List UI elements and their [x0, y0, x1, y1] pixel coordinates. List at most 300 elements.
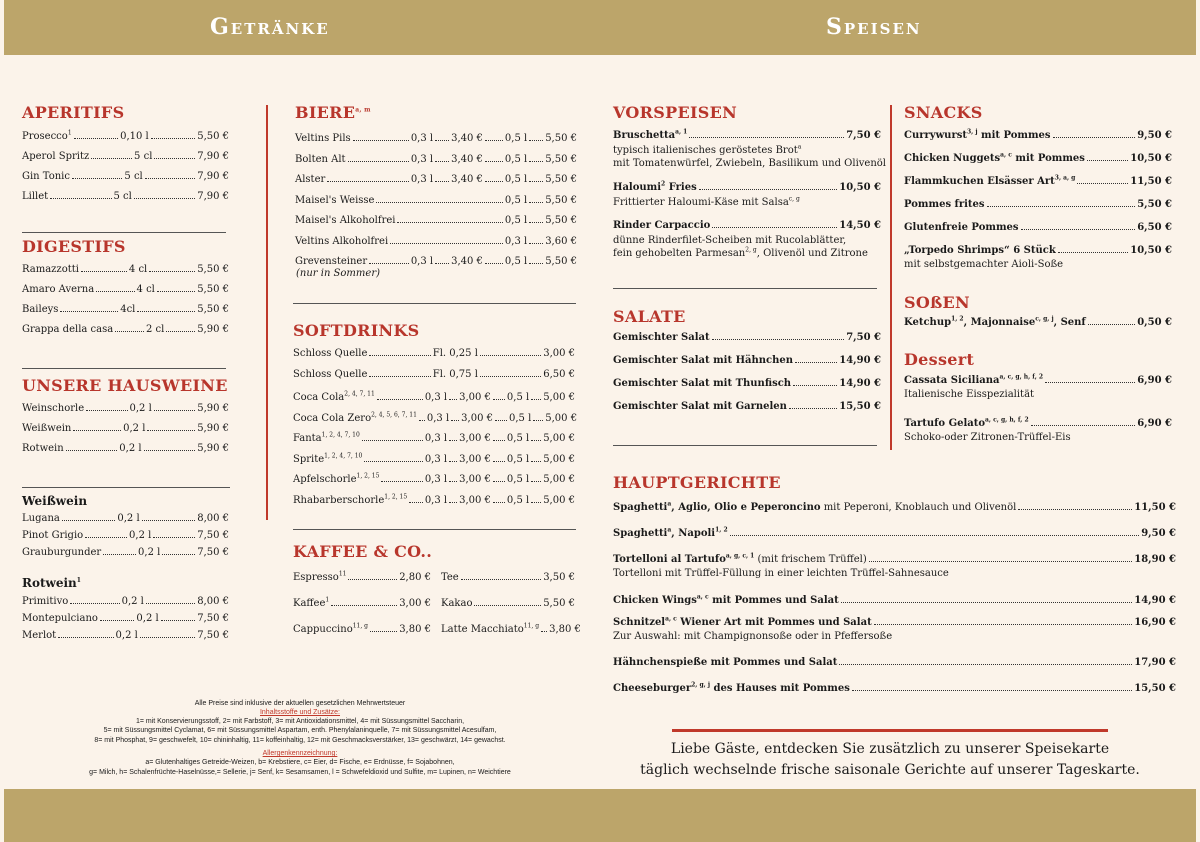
superscript: 2, 4, 5, 6, 7, 11	[371, 411, 417, 419]
dot-leader	[987, 206, 1136, 207]
item-name: Coca Cola$^{2, 4, 7, 11}$	[293, 390, 375, 403]
softdrink-row	[293, 495, 575, 506]
item-name: Schloss Quelle	[293, 369, 368, 380]
snack-row	[904, 222, 1172, 233]
item-amount: 4 cl	[128, 264, 148, 275]
item-price: 3,80 €	[549, 624, 581, 635]
item-name: Maisel's Alkoholfrei	[295, 215, 396, 226]
footnote-line: Inhaltsstoffe und Zusätze:	[259, 709, 341, 716]
section-snacks: SNACKS	[904, 103, 983, 122]
dot-leader	[369, 263, 409, 264]
item-name: Prosecco$^1$	[22, 129, 72, 142]
dot-leader	[369, 355, 430, 356]
dot-leader	[485, 140, 503, 141]
item-price: 11,50 €	[1130, 176, 1172, 187]
item-price: 5,00 €	[543, 474, 575, 485]
item-amount: 0,3 l	[504, 235, 528, 247]
superscript: 2, g, j	[691, 681, 711, 689]
rule	[22, 368, 226, 369]
dessert-row	[904, 418, 1172, 429]
superscript: 1, 2	[715, 526, 728, 534]
coffee-row	[293, 624, 431, 635]
item-price: 5,50 €	[197, 264, 229, 275]
item-name: Bruschetta$^{a, 1}$	[613, 128, 688, 141]
dot-leader	[70, 603, 119, 604]
item-amount: 0,5 l	[506, 392, 530, 403]
item-name: Rinder Carpaccio	[613, 220, 711, 231]
coffee-row	[441, 622, 581, 635]
dot-leader	[841, 602, 1132, 603]
item-price: 5,00 €	[543, 392, 575, 403]
dot-leader	[142, 520, 196, 521]
coffee-row	[293, 572, 431, 583]
dot-leader	[449, 481, 457, 482]
main-dish-row	[613, 617, 1176, 628]
item-name: Schloss Quelle	[293, 348, 368, 359]
item-price: 16,90 €	[1134, 617, 1176, 628]
dot-leader	[144, 450, 196, 451]
item-price: 2,80 €	[399, 572, 431, 583]
item-price: 3,00 €	[459, 433, 491, 444]
item-name: Grappa della casa	[22, 324, 114, 335]
item-name-bold: Spaghetti$^a$, Aglio, Olio e Peperoncino	[613, 500, 821, 513]
item-amount: Fl. 0,75 l	[432, 369, 478, 380]
dot-leader	[839, 664, 1132, 665]
item-name: Fanta$^{1, 2, 4, 7, 10}$	[293, 431, 360, 444]
item-amount: 0,5 l	[504, 153, 528, 165]
dot-leader	[712, 227, 837, 228]
menu-row	[22, 530, 229, 541]
item-price: 7,50 €	[197, 547, 229, 558]
dot-leader	[145, 178, 195, 179]
salad-row	[613, 332, 881, 343]
dot-leader	[493, 440, 505, 441]
item-name-bold: Schnitzel$^{a, c}$ Wiener Art mit Pommes und Salat	[613, 615, 872, 628]
dot-leader	[529, 202, 543, 203]
superscript: 1	[67, 129, 72, 137]
item-price: 5,50 €	[197, 284, 229, 295]
snack-row	[904, 245, 1172, 256]
dot-leader	[493, 502, 505, 503]
dot-leader	[362, 440, 423, 441]
dot-leader	[154, 410, 195, 411]
dot-leader	[348, 579, 397, 580]
rule	[293, 529, 576, 530]
item-price: 3,00 €	[459, 392, 491, 403]
item-name: Spaghetti$^a$, Aglio, Olio e Peperoncino mit Peperoni, Knoblauch und Olivenöl	[613, 500, 1017, 513]
dot-leader	[85, 537, 127, 538]
item-price: 5,50 €	[545, 194, 577, 206]
item-name: Apfelschorle$^{1, 2, 15}$	[293, 472, 380, 485]
item-name: Grauburgunder	[22, 547, 102, 558]
item-price: 14,90 €	[839, 355, 881, 366]
item-price: 5,90 €	[197, 403, 230, 414]
dot-leader	[62, 520, 116, 521]
superscript: 11, g	[352, 622, 369, 630]
item-name: Espresso$^{11}$	[293, 570, 347, 583]
dot-leader	[435, 181, 449, 182]
menu-row	[293, 348, 575, 359]
item-name: Gemischter Salat	[613, 332, 710, 343]
item-name-bold: Cheeseburger$^{2, g, j}$ des Hauses mit Pommes	[613, 681, 850, 694]
dot-leader	[161, 620, 196, 621]
dot-leader	[529, 263, 543, 264]
dot-leader	[531, 399, 541, 400]
dot-leader	[533, 420, 543, 421]
item-name	[613, 657, 837, 668]
divider-left	[266, 105, 268, 520]
superscript: 1, 2, 15	[356, 472, 380, 480]
dish-description: dünne Rinderfilet-Scheiben mit Rucolablätter,	[613, 235, 847, 246]
item-name: Veltins Alkoholfrei	[295, 235, 389, 247]
dot-leader	[529, 181, 543, 182]
superscript: 3, j	[966, 128, 978, 136]
dot-leader	[485, 181, 503, 182]
item-price: 7,50 €	[197, 530, 230, 541]
item-price: 14,90 €	[1134, 595, 1176, 606]
item-amount: 0,5 l	[504, 215, 528, 226]
dot-leader	[81, 271, 127, 272]
item-name: Cassata Siciliana$^{a, c, g, h, f, 2}$	[904, 373, 1044, 386]
item-price: 10,50 €	[1130, 153, 1172, 164]
superscript: a	[667, 500, 672, 508]
footnote-line: 5= mit Süssungsmittel Cyclamat, 6= mit Süssungsmittel Aspartam, enth. Phenylalaninquelle, 7= mit Süssungsmittel Acesulfam,	[103, 727, 497, 734]
superscript: a, c	[665, 615, 677, 623]
item-price: 5,50 €	[545, 153, 577, 165]
salad-row	[613, 378, 881, 389]
item-amount: 0,5 l	[504, 256, 528, 267]
dessert-description: Schoko-oder Zitronen-Trüffel-Eis	[904, 432, 1071, 443]
item-amount: 0,2 l	[138, 547, 161, 558]
rule	[22, 487, 230, 488]
item-price: 7,50 €	[846, 332, 881, 343]
sauce-row	[904, 317, 1172, 328]
dot-leader	[529, 161, 543, 162]
superscript: c, g, j	[1035, 315, 1054, 323]
superscript: a, m	[355, 106, 371, 114]
banner-line-2: täglich wechselnde frische saisonale Gerichte auf unserer Tageskarte.	[640, 762, 1140, 778]
dot-leader	[397, 222, 502, 223]
dot-leader	[331, 605, 397, 606]
dot-leader	[73, 430, 121, 431]
dot-leader	[146, 603, 195, 604]
divider-right	[890, 105, 892, 450]
bottom-band	[4, 789, 1196, 842]
dot-leader	[529, 222, 543, 223]
item-amount: 0,3 l	[426, 412, 450, 424]
dot-leader	[485, 161, 503, 162]
dot-leader	[793, 385, 837, 386]
item-amount: 0,2 l	[129, 530, 152, 541]
item-amount: 2 cl	[146, 324, 165, 335]
item-price: 5,50 €	[197, 131, 230, 142]
item-price: 6,90 €	[1137, 418, 1172, 429]
item-name: Glutenfreie Pommes	[904, 222, 1019, 233]
header-getraenke: Getränke	[210, 14, 330, 40]
dessert-row	[904, 375, 1172, 386]
item-name: Primitivo	[22, 596, 69, 607]
beer-row	[295, 195, 577, 206]
item-name: Gemischter Salat mit Garnelen	[613, 401, 787, 412]
section-digestifs: DIGESTIFS	[22, 237, 126, 256]
snack-row	[904, 130, 1172, 141]
coffee-row	[293, 598, 431, 609]
item-name: Pommes frites	[904, 199, 985, 210]
item-price: 9,50 €	[1137, 130, 1172, 141]
item-name	[613, 617, 872, 628]
snack-description: mit selbstgemachter Aioli-Soße	[904, 259, 1064, 270]
item-name: Aperol Spritz	[22, 151, 90, 162]
superscript: a, c, g, h, f, 2	[985, 416, 1029, 424]
item-amount: 0,3 l	[410, 256, 434, 267]
item-price: 6,90 €	[1137, 375, 1172, 386]
rule	[613, 288, 877, 289]
item-price: 3,60 €	[545, 235, 577, 247]
section-softdrinks: SOFTDRINKS	[293, 321, 420, 340]
dot-leader	[72, 178, 122, 179]
item-name	[613, 528, 728, 539]
item-name-bold: Spaghetti$^a$, Napoli$^{1, 2}$	[613, 526, 728, 539]
dish-description: Tortelloni mit Trüffel-Füllung in einer leichten Trüffel-Sahnesauce	[613, 568, 949, 579]
item-price: 7,50 €	[846, 130, 881, 141]
item-name: Pinot Grigio	[22, 530, 84, 541]
salad-row	[613, 355, 881, 366]
menu-row	[22, 171, 229, 182]
dot-leader	[1077, 183, 1128, 184]
item-amount: 0,2 l	[123, 423, 146, 434]
dot-leader	[531, 440, 541, 441]
item-price: 15,50 €	[839, 401, 881, 412]
item-price: 3,40 €	[451, 153, 483, 165]
dot-leader	[140, 637, 195, 638]
dot-leader	[449, 399, 457, 400]
dot-leader	[60, 311, 118, 312]
dot-leader	[480, 376, 541, 377]
item-price: 3,00 €	[459, 474, 491, 485]
item-amount: 0,5 l	[504, 194, 528, 206]
item-price: 7,90 €	[197, 191, 230, 202]
banner-rule	[672, 729, 1108, 732]
item-amount: 0,3 l	[424, 392, 448, 403]
footnote-line: 1= mit Konservierungsstoff, 2= mit Farbstoff, 3= mit Antioxidationsmittel, 4= mit Süssungsmittel Saccharin,	[135, 718, 465, 725]
item-price: 5,50 €	[545, 215, 577, 226]
dish-description: typisch italienisches geröstetes Brot$^a$	[613, 143, 802, 156]
item-price: 5,50 €	[545, 133, 577, 144]
item-price: 3,40 €	[451, 256, 483, 267]
item-price: 5,50 €	[545, 174, 577, 185]
dot-leader	[327, 181, 409, 182]
menu-row	[22, 613, 229, 624]
superscript: 1	[325, 596, 330, 604]
item-price: 5,90 €	[197, 443, 229, 454]
item-name: Tortelloni al Tartufo$^{a, g, c, 1}$ (mit frischem Trüffel)	[613, 552, 867, 565]
item-amount: 5 cl	[113, 191, 132, 202]
item-price: 15,50 €	[1134, 683, 1176, 694]
dot-leader	[1088, 324, 1135, 325]
item-price: 5,00 €	[545, 412, 578, 424]
beer-row	[295, 154, 577, 165]
dot-leader	[1087, 160, 1128, 161]
dot-leader	[474, 605, 541, 606]
item-name-bold: Chicken Wings$^{a, c}$ mit Pommes und Salat	[613, 593, 839, 606]
item-name: Weißwein	[22, 423, 72, 434]
dish-row	[613, 182, 881, 193]
dot-leader	[461, 579, 541, 580]
item-name: Merlot	[22, 630, 57, 641]
item-amount: 0,2 l	[119, 443, 142, 454]
menu-row	[22, 443, 229, 454]
dot-leader	[712, 339, 845, 340]
section-rotwein: Rotwein$^1$	[22, 576, 81, 590]
menu-row	[22, 131, 229, 142]
dot-leader	[100, 620, 135, 621]
item-price: 3,00 €	[459, 453, 491, 465]
item-price: 0,50 €	[1137, 317, 1172, 328]
header-speisen: Speisen	[826, 14, 922, 40]
main-dish-row	[613, 683, 1176, 694]
dot-leader	[449, 502, 457, 503]
item-name	[613, 595, 839, 606]
item-name: Gin Tonic	[22, 171, 70, 182]
dot-leader	[419, 420, 425, 421]
item-name: Tee	[441, 572, 459, 583]
dot-leader	[852, 690, 1132, 691]
item-amount: 0,3 l	[410, 133, 434, 144]
dot-leader	[699, 189, 838, 190]
softdrink-row	[293, 454, 575, 465]
item-name: Gemischter Salat mit Hähnchen	[613, 355, 794, 366]
item-price: 6,50 €	[543, 369, 576, 380]
rule	[293, 303, 576, 304]
dot-leader	[103, 554, 136, 555]
dot-leader	[1053, 137, 1136, 138]
item-amount: 0,3 l	[424, 453, 448, 465]
item-price: 3,00 €	[399, 598, 431, 609]
banner-line-1: Liebe Gäste, entdecken Sie zusätzlich zu unserer Speisekarte	[670, 741, 1110, 757]
section-dessert: Dessert	[904, 350, 975, 369]
item-name: Maisel's Weisse	[295, 194, 375, 206]
dot-leader	[96, 291, 134, 292]
dot-leader	[435, 161, 449, 162]
item-price: 7,50 €	[197, 630, 229, 641]
item-name: Bolten Alt	[295, 153, 346, 165]
dot-leader	[531, 502, 541, 503]
dot-leader	[153, 537, 195, 538]
item-name: Chicken Nuggets$^{a, c}$ mit Pommes	[904, 151, 1085, 164]
dot-leader	[435, 263, 449, 264]
superscript: a	[797, 143, 802, 151]
main-dish-row	[613, 502, 1176, 513]
dot-leader	[353, 140, 409, 141]
item-price: 3,00 €	[461, 412, 493, 424]
menu-row	[22, 513, 229, 524]
item-price: 8,00 €	[197, 513, 230, 524]
softdrink-row	[293, 392, 575, 403]
softdrink-row	[293, 433, 575, 444]
item-name: Currywurst$^{3, j}$ mit Pommes	[904, 128, 1051, 141]
item-name: Amaro Averna	[22, 284, 95, 295]
menu-row	[22, 324, 229, 335]
menu-row	[22, 403, 229, 414]
item-price: 11,50 €	[1134, 502, 1176, 513]
superscript: c, g	[788, 195, 800, 203]
dot-leader	[369, 376, 430, 377]
dot-leader	[789, 408, 837, 409]
superscript: 1	[76, 577, 81, 584]
dish-row	[613, 220, 881, 231]
tageskarte-banner	[630, 739, 1150, 781]
item-amount: 0,5 l	[504, 174, 528, 185]
superscript: a, c	[1000, 151, 1012, 159]
item-name: Cappuccino$^{11, g}$	[293, 622, 369, 635]
item-amount: 0,5 l	[508, 412, 532, 424]
item-price: 3,40 €	[451, 133, 483, 144]
dish-description: mit Tomatenwürfel, Zwiebeln, Basilikum und Olivenöl	[613, 158, 886, 169]
dot-leader	[370, 631, 397, 632]
main-dish-row	[613, 657, 1176, 668]
dot-leader	[1018, 509, 1132, 510]
snack-row	[904, 153, 1172, 164]
dot-leader	[480, 355, 541, 356]
dot-leader	[1045, 382, 1135, 383]
dot-leader	[1021, 229, 1136, 230]
dot-leader	[381, 481, 422, 482]
dot-leader	[390, 243, 503, 244]
item-price: 5,90 €	[197, 324, 229, 335]
item-amount: 0,5 l	[506, 474, 530, 485]
dish-description: Frittierter Haloumi-Käse mit Salsa$^{c, g}$	[613, 195, 800, 208]
section-biere: BIERE$^{a, m}$	[295, 103, 371, 122]
dot-leader	[376, 202, 502, 203]
superscript: 1, 2, 4, 7, 10	[321, 431, 360, 439]
dot-leader	[50, 198, 111, 199]
beer-row	[295, 215, 577, 226]
item-price: 8,00 €	[197, 596, 229, 607]
dot-leader	[449, 440, 457, 441]
menu-row	[22, 547, 229, 558]
dot-leader	[74, 138, 118, 139]
dot-leader	[493, 399, 505, 400]
item-name: Weinschorle	[22, 403, 85, 414]
item-amount: 5 cl	[134, 151, 153, 162]
item-name: Lugana	[22, 513, 60, 524]
main-dish-row	[613, 595, 1176, 606]
item-amount: 0,10 l	[120, 131, 149, 142]
superscript: 2, 4, 7, 11	[344, 390, 375, 398]
item-price: 6,50 €	[1137, 222, 1172, 233]
superscript: a, c	[696, 593, 709, 601]
item-amount: 4cl	[120, 304, 136, 315]
item-name: Montepulciano	[22, 613, 98, 624]
superscript: 2, g	[745, 246, 757, 254]
item-price: 5,50 €	[1137, 199, 1172, 210]
item-name: Rhabarberschorle$^{1, 2, 15}$	[293, 493, 408, 506]
item-price: 5,50 €	[197, 304, 230, 315]
section-kaffee: KAFFEE & CO..	[293, 542, 433, 561]
item-price: 5,50 €	[543, 598, 575, 609]
section-vorspeisen: VORSPEISEN	[613, 103, 738, 122]
item-price: 5,00 €	[543, 453, 575, 465]
item-name: Grevensteiner	[295, 256, 368, 267]
item-amount: 0,5 l	[506, 433, 530, 444]
item-price: 7,50 €	[197, 613, 229, 624]
item-amount: 0,2 l	[136, 613, 159, 624]
beer-row	[295, 133, 577, 144]
item-price: 3,40 €	[451, 174, 483, 185]
dot-leader	[364, 461, 422, 462]
item-name: Kaffee$^1$	[293, 596, 330, 609]
item-price: 3,50 €	[543, 572, 575, 583]
